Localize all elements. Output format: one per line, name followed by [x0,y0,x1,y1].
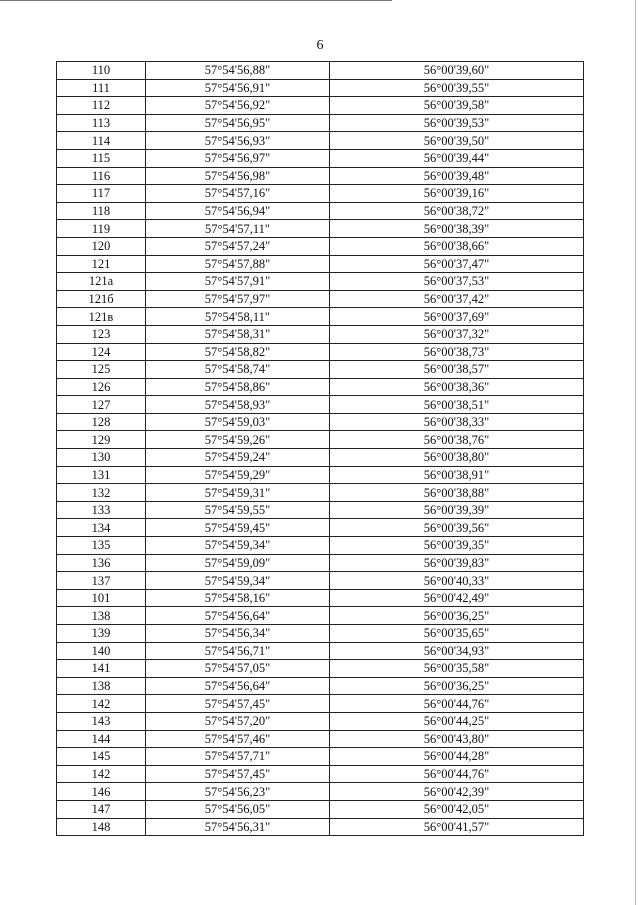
longitude-cell: 56°00'44,28" [330,748,584,766]
point-number-cell: 138 [57,677,146,695]
longitude-cell: 56°00'39,55" [330,79,584,97]
latitude-cell: 57°54'56,91" [146,79,330,97]
table-row [57,149,584,167]
latitude-cell: 57°54'59,55" [146,501,330,519]
point-number-cell: 141 [57,660,146,678]
longitude-cell: 56°00'39,16" [330,185,584,203]
longitude-cell: 56°00'34,93" [330,642,584,660]
latitude-cell: 57°54'56,94" [146,202,330,220]
table-row [57,783,584,801]
longitude-cell: 56°00'37,32" [330,325,584,343]
longitude-cell: 56°00'38,36" [330,378,584,396]
longitude-cell: 56°00'39,83" [330,554,584,572]
latitude-cell: 57°54'56,34" [146,625,330,643]
point-number-cell: 124 [57,343,146,361]
latitude-cell: 57°54'57,20" [146,712,330,730]
table-row [57,695,584,713]
longitude-cell: 56°00'42,49" [330,589,584,607]
table-row [57,589,584,607]
table-row [57,748,584,766]
point-number-cell: 139 [57,625,146,643]
table-row [57,97,584,115]
longitude-cell: 56°00'38,51" [330,396,584,414]
longitude-cell: 56°00'38,72" [330,202,584,220]
table-row [57,202,584,220]
longitude-cell: 56°00'43,80" [330,730,584,748]
scan-edge-top [0,0,392,1]
table-row [57,660,584,678]
longitude-cell: 56°00'39,44" [330,149,584,167]
point-number-cell: 142 [57,695,146,713]
point-number-cell: 116 [57,167,146,185]
longitude-cell: 56°00'39,53" [330,114,584,132]
longitude-cell: 56°00'37,47" [330,255,584,273]
point-number-cell: 148 [57,818,146,836]
point-number-cell: 143 [57,712,146,730]
latitude-cell: 57°54'58,86" [146,378,330,396]
longitude-cell: 56°00'40,33" [330,572,584,590]
longitude-cell: 56°00'35,65" [330,625,584,643]
latitude-cell: 57°54'57,11" [146,220,330,238]
point-number-cell: 121 [57,255,146,273]
point-number-cell: 111 [57,79,146,97]
point-number-cell: 121в [57,308,146,326]
longitude-cell: 56°00'42,39" [330,783,584,801]
point-number-cell: 131 [57,466,146,484]
table-row [57,308,584,326]
table-row [57,765,584,783]
latitude-cell: 57°54'57,05" [146,660,330,678]
point-number-cell: 134 [57,519,146,537]
latitude-cell: 57°54'56,31" [146,818,330,836]
longitude-cell: 56°00'37,53" [330,273,584,291]
longitude-cell: 56°00'37,69" [330,308,584,326]
latitude-cell: 57°54'57,97" [146,290,330,308]
latitude-cell: 57°54'58,82" [146,343,330,361]
point-number-cell: 114 [57,132,146,150]
point-number-cell: 112 [57,97,146,115]
table-row [57,343,584,361]
latitude-cell: 57°54'57,45" [146,695,330,713]
table-row [57,449,584,467]
table-row [57,132,584,150]
table-row [57,712,584,730]
longitude-cell: 56°00'39,56" [330,519,584,537]
point-number-cell: 130 [57,449,146,467]
table-row [57,237,584,255]
point-number-cell: 123 [57,325,146,343]
latitude-cell: 57°54'57,91" [146,273,330,291]
latitude-cell: 57°54'58,16" [146,589,330,607]
longitude-cell: 56°00'35,58" [330,660,584,678]
longitude-cell: 56°00'38,39" [330,220,584,238]
point-number-cell: 115 [57,149,146,167]
latitude-cell: 57°54'56,98" [146,167,330,185]
longitude-cell: 56°00'38,66" [330,237,584,255]
point-number-cell: 128 [57,413,146,431]
latitude-cell: 57°54'56,95" [146,114,330,132]
latitude-cell: 57°54'59,34" [146,537,330,555]
longitude-cell: 56°00'42,05" [330,800,584,818]
latitude-cell: 57°54'59,29" [146,466,330,484]
latitude-cell: 57°54'59,24" [146,449,330,467]
latitude-cell: 57°54'56,97" [146,149,330,167]
point-number-cell: 127 [57,396,146,414]
longitude-cell: 56°00'38,76" [330,431,584,449]
coordinates-table [56,61,584,836]
latitude-cell: 57°54'58,93" [146,396,330,414]
longitude-cell: 56°00'38,33" [330,413,584,431]
table-row [57,114,584,132]
latitude-cell: 57°54'56,23" [146,783,330,801]
latitude-cell: 57°54'59,45" [146,519,330,537]
table-row [57,413,584,431]
table-row [57,484,584,502]
latitude-cell: 57°54'57,88" [146,255,330,273]
table-row [57,167,584,185]
latitude-cell: 57°54'59,03" [146,413,330,431]
table-row [57,607,584,625]
latitude-cell: 57°54'59,09" [146,554,330,572]
longitude-cell: 56°00'38,57" [330,361,584,379]
longitude-cell: 56°00'39,39" [330,501,584,519]
longitude-cell: 56°00'39,48" [330,167,584,185]
table-row [57,800,584,818]
point-number-cell: 120 [57,237,146,255]
table-row [57,273,584,291]
longitude-cell: 56°00'39,50" [330,132,584,150]
latitude-cell: 57°54'56,93" [146,132,330,150]
table-row [57,554,584,572]
table-row [57,519,584,537]
longitude-cell: 56°00'36,25" [330,677,584,695]
table-row [57,255,584,273]
latitude-cell: 57°54'57,24" [146,237,330,255]
latitude-cell: 57°54'58,31" [146,325,330,343]
latitude-cell: 57°54'58,74" [146,361,330,379]
point-number-cell: 145 [57,748,146,766]
table-row [57,361,584,379]
latitude-cell: 57°54'57,71" [146,748,330,766]
point-number-cell: 135 [57,537,146,555]
point-number-cell: 136 [57,554,146,572]
table-row [57,396,584,414]
point-number-cell: 142 [57,765,146,783]
table-row [57,730,584,748]
latitude-cell: 57°54'56,92" [146,97,330,115]
longitude-cell: 56°00'39,35" [330,537,584,555]
table-row [57,677,584,695]
table-row [57,220,584,238]
point-number-cell: 125 [57,361,146,379]
longitude-cell: 56°00'38,88" [330,484,584,502]
latitude-cell: 57°54'59,26" [146,431,330,449]
longitude-cell: 56°00'37,42" [330,290,584,308]
page-number: 6 [316,38,324,53]
point-number-cell: 129 [57,431,146,449]
latitude-cell: 57°54'56,64" [146,607,330,625]
table-row [57,431,584,449]
latitude-cell: 57°54'58,11" [146,308,330,326]
table-row [57,625,584,643]
table-row [57,642,584,660]
point-number-cell: 110 [57,62,146,80]
table-row [57,62,584,80]
longitude-cell: 56°00'39,60" [330,62,584,80]
latitude-cell: 57°54'56,64" [146,677,330,695]
table-row [57,325,584,343]
point-number-cell: 118 [57,202,146,220]
point-number-cell: 117 [57,185,146,203]
point-number-cell: 121б [57,290,146,308]
table-row [57,290,584,308]
latitude-cell: 57°54'56,88" [146,62,330,80]
scan-edge-right [635,0,636,905]
point-number-cell: 132 [57,484,146,502]
latitude-cell: 57°54'59,34" [146,572,330,590]
latitude-cell: 57°54'57,16" [146,185,330,203]
table-row [57,79,584,97]
longitude-cell: 56°00'38,73" [330,343,584,361]
table-row [57,501,584,519]
longitude-cell: 56°00'44,76" [330,765,584,783]
point-number-cell: 138 [57,607,146,625]
longitude-cell: 56°00'44,76" [330,695,584,713]
longitude-cell: 56°00'44,25" [330,712,584,730]
latitude-cell: 57°54'56,05" [146,800,330,818]
longitude-cell: 56°00'36,25" [330,607,584,625]
longitude-cell: 56°00'41,57" [330,818,584,836]
longitude-cell: 56°00'38,80" [330,449,584,467]
point-number-cell: 113 [57,114,146,132]
latitude-cell: 57°54'57,45" [146,765,330,783]
point-number-cell: 146 [57,783,146,801]
point-number-cell: 144 [57,730,146,748]
point-number-cell: 126 [57,378,146,396]
table-row [57,537,584,555]
table-row [57,466,584,484]
point-number-cell: 119 [57,220,146,238]
latitude-cell: 57°54'57,46" [146,730,330,748]
point-number-cell: 133 [57,501,146,519]
coordinates-table-body [57,62,584,836]
latitude-cell: 57°54'56,71" [146,642,330,660]
point-number-cell: 101 [57,589,146,607]
latitude-cell: 57°54'59,31" [146,484,330,502]
table-row [57,378,584,396]
point-number-cell: 121а [57,273,146,291]
point-number-cell: 147 [57,800,146,818]
table-row [57,185,584,203]
table-row [57,572,584,590]
point-number-cell: 137 [57,572,146,590]
longitude-cell: 56°00'39,58" [330,97,584,115]
point-number-cell: 140 [57,642,146,660]
table-row [57,818,584,836]
longitude-cell: 56°00'38,91" [330,466,584,484]
